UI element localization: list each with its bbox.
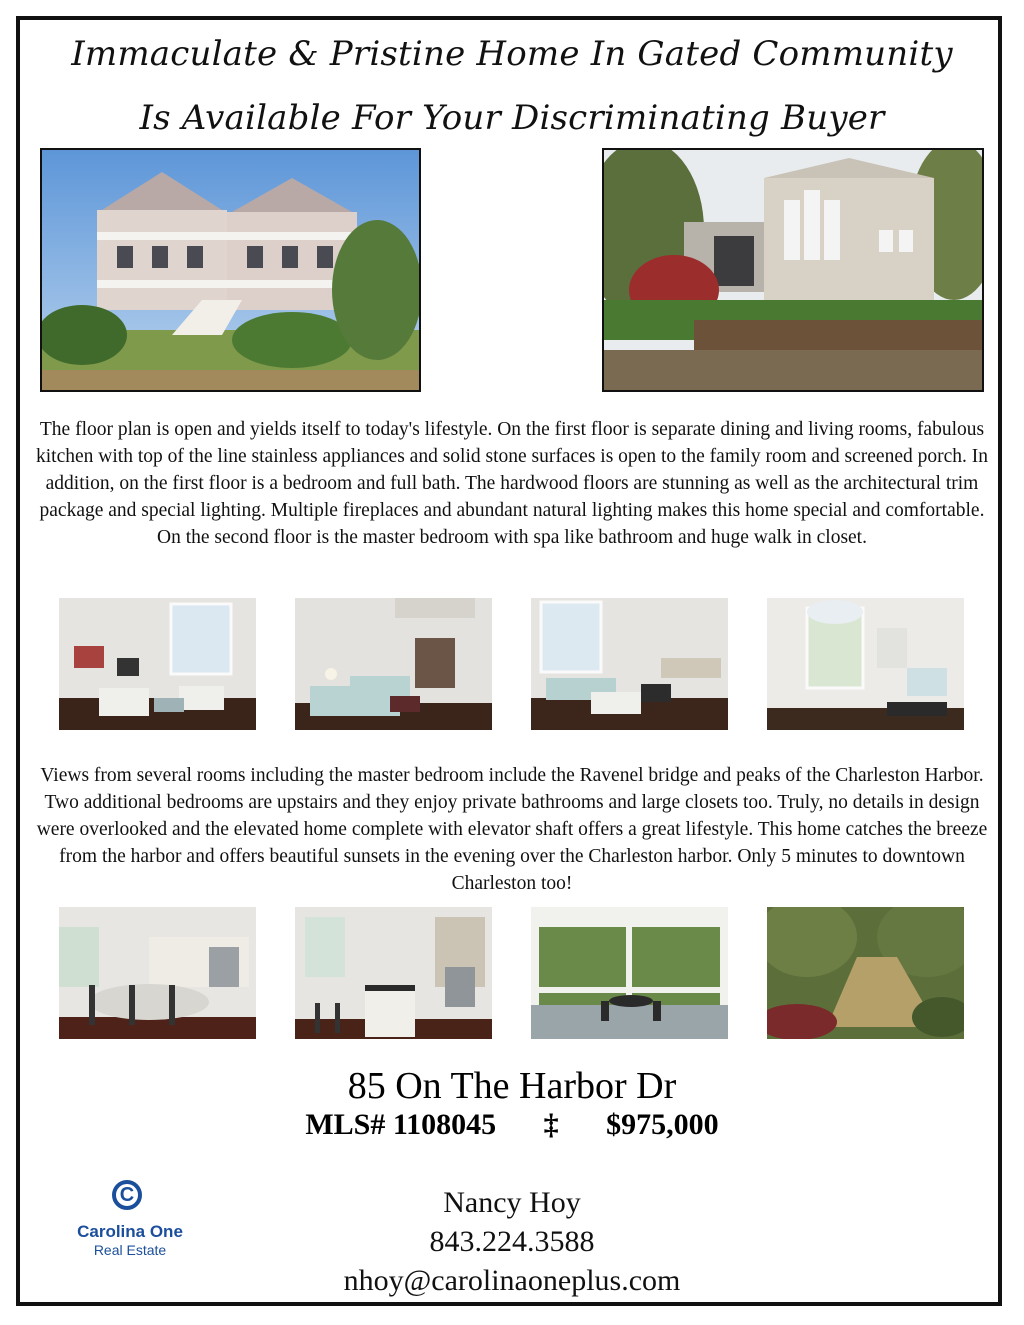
photo-living-room-2 <box>295 598 492 730</box>
agent-phone: 843.224.3588 <box>429 1225 595 1258</box>
logo-company-name: Carolina One <box>77 1222 183 1241</box>
agent-email[interactable]: nhoy@carolinaoneplus.com <box>343 1264 681 1297</box>
listing-price: $975,000 <box>606 1108 719 1141</box>
listing-details <box>20 1108 1004 1142</box>
logo-subtitle: Real Estate <box>93 1242 167 1258</box>
description-paragraph-2: Views from several rooms including the master bedroom include the Ravenel bridge and peaks of the Charleston Harbor. Two additional bedrooms are upstairs and they enjoy private bathrooms and large closets too. Truly, no details in design were overlooked and the elevated home complete with elevator shaft offers a great lifestyle. This home catches the breeze from the harbor and offers beautiful sunsets in the evening over the Charleston harbor. Only 5 minutes to downtown Charleston too! <box>36 765 988 894</box>
photo-great-room <box>767 598 964 730</box>
listing-separator: ‡ <box>543 1108 559 1141</box>
photo-backyard <box>767 907 964 1039</box>
photo-exterior-front <box>40 148 421 392</box>
logo-symbol: C <box>119 1184 135 1206</box>
property-address: 85 On The Harbor Dr <box>347 1065 677 1107</box>
photo-kitchen-1 <box>59 907 256 1039</box>
headline-line-2: Is Available For Your Discriminating Buyer <box>139 98 885 138</box>
headline-line-1: Immaculate & Pristine Home In Gated Community <box>71 34 953 74</box>
photo-living-room-3 <box>531 598 728 730</box>
mls-number: MLS# 1108045 <box>305 1108 497 1141</box>
photo-kitchen-2 <box>295 907 492 1039</box>
photo-screened-porch <box>531 907 728 1039</box>
photo-living-room-1 <box>59 598 256 730</box>
description-paragraph-1: The floor plan is open and yields itself to today's lifestyle. On the first floor is separate dining and living rooms, fabulous kitchen with top of the line stainless appliances and solid stone surfaces is open to the family room and screened porch. In addition, on the first floor is a bedroom and full bath. The hardwood floors are stunning as well as the architectural trim package and special lighting. Multiple fireplaces and abundant natural lighting makes this home special and comfortable. On the second floor is the master bedroom with spa like bathroom and huge walk in closet. <box>36 419 988 548</box>
photo-exterior-side <box>602 148 984 392</box>
agent-name: Nancy Hoy <box>443 1186 581 1219</box>
